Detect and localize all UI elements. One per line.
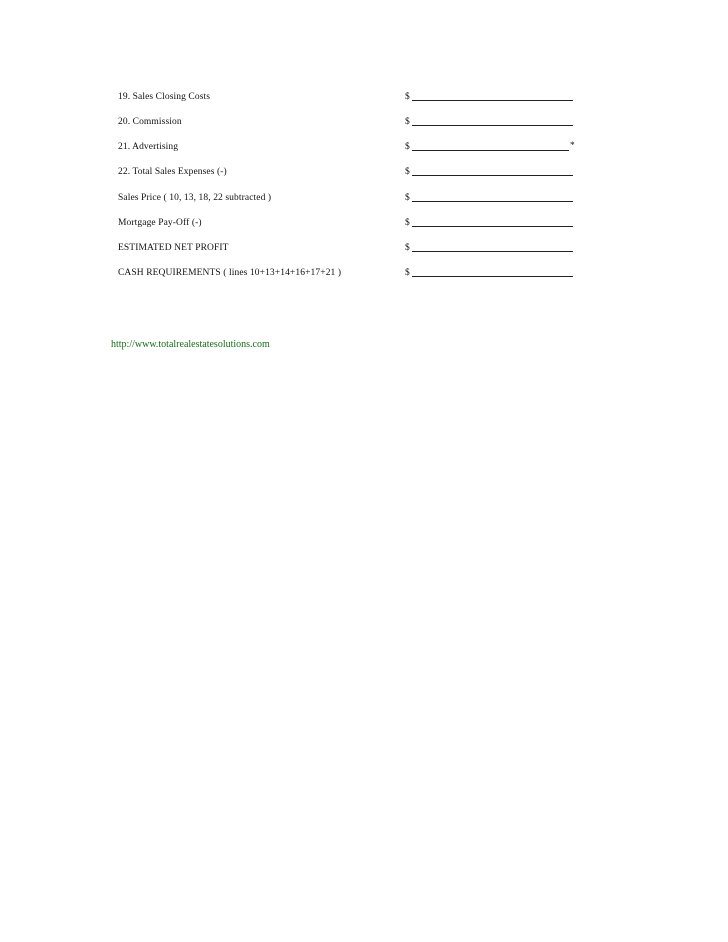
- fill-in-line: [412, 150, 569, 151]
- row-label: 21. Advertising: [118, 142, 179, 152]
- asterisk-note-marker: *: [570, 141, 575, 151]
- currency-symbol: $: [405, 92, 410, 102]
- advertising-row: [0, 140, 728, 156]
- amount-field[interactable]: [405, 140, 577, 154]
- row-label: Sales Price ( 10, 13, 18, 22 subtracted ): [118, 193, 272, 203]
- fill-in-line: [412, 201, 573, 202]
- amount-field[interactable]: [405, 165, 577, 179]
- amount-field[interactable]: [405, 115, 577, 129]
- fill-in-line: [412, 276, 573, 277]
- currency-symbol: $: [405, 142, 410, 152]
- commission-row: [0, 115, 728, 131]
- fill-in-line: [412, 125, 573, 126]
- currency-symbol: $: [405, 193, 410, 203]
- row-label: CASH REQUIREMENTS ( lines 10+13+14+16+17+21 ): [118, 268, 342, 278]
- fill-in-line: [412, 226, 573, 227]
- currency-symbol: $: [405, 243, 410, 253]
- fill-in-line: [412, 100, 573, 101]
- currency-symbol: $: [405, 218, 410, 228]
- row-label: 22. Total Sales Expenses (-): [118, 167, 227, 177]
- currency-symbol: $: [405, 167, 410, 177]
- cash-requirements-row: [0, 266, 728, 282]
- amount-field[interactable]: [405, 216, 577, 230]
- fill-in-line: [412, 251, 573, 252]
- amount-field[interactable]: [405, 266, 577, 280]
- row-label: Mortgage Pay-Off (-): [118, 218, 202, 228]
- fill-in-line: [412, 175, 573, 176]
- currency-symbol: $: [405, 117, 410, 127]
- currency-symbol: $: [405, 268, 410, 278]
- row-label: ESTIMATED NET PROFIT: [118, 243, 229, 253]
- sales-price-row: [0, 191, 728, 207]
- total-sales-expenses-row: [0, 165, 728, 181]
- amount-field[interactable]: [405, 90, 577, 104]
- amount-field[interactable]: [405, 191, 577, 205]
- website-link[interactable]: http://www.totalrealestatesolutions.com: [111, 339, 270, 350]
- sales-closing-costs-row: [0, 90, 728, 106]
- row-label: 20. Commission: [118, 117, 182, 127]
- mortgage-payoff-row: [0, 216, 728, 232]
- row-label: 19. Sales Closing Costs: [118, 92, 211, 102]
- amount-field[interactable]: [405, 241, 577, 255]
- estimated-net-profit-row: [0, 241, 728, 257]
